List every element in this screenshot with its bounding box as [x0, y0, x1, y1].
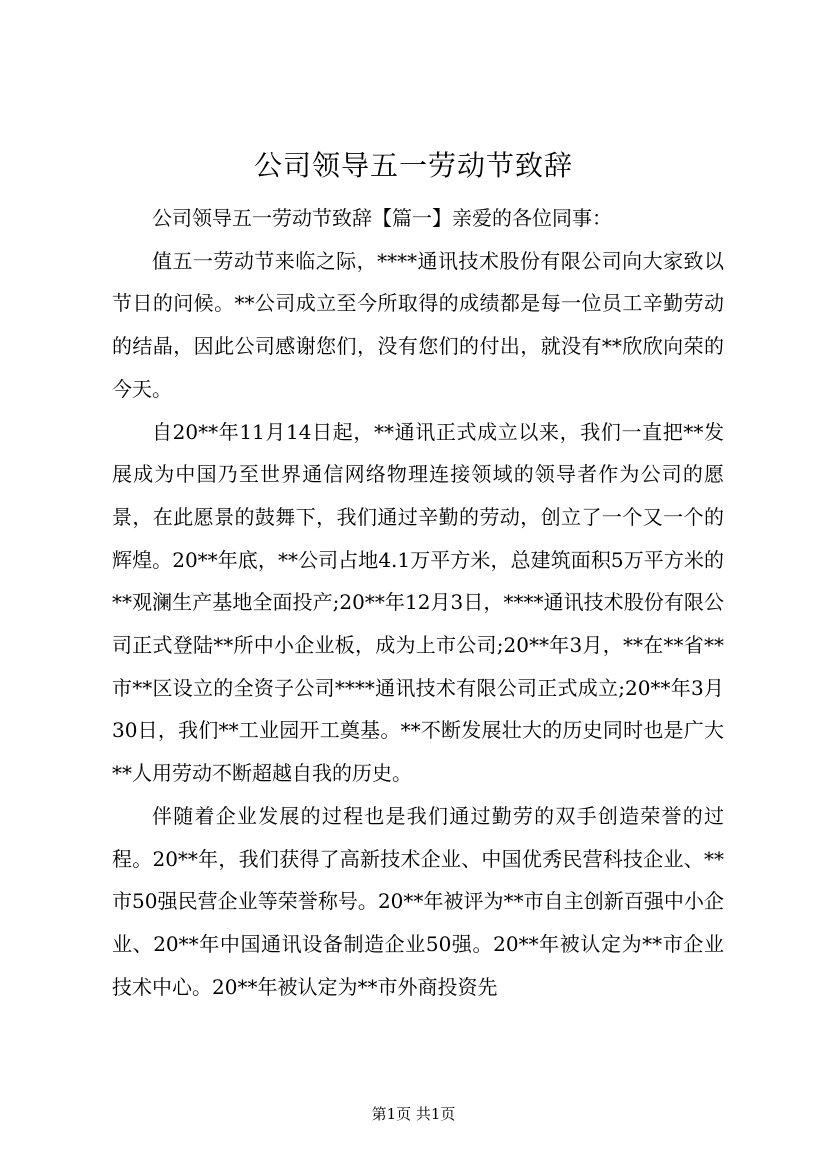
paragraph: 公司领导五一劳动节致辞【篇一】亲爱的各位同事：: [152, 206, 612, 230]
paragraph: 值五一劳动节来临之际，****通讯技术股份有限公司向大家致以节日的问候。**公司成立至今所取得的成绩都是每一位员工辛勤劳动的结晶，因此公司感谢您们，没有您们的付出，就没有**欣欣向荣的今天。: [112, 248, 724, 401]
document-body: [112, 197, 724, 1008]
document-title: 公司领导五一劳动节致辞: [253, 149, 573, 182]
paragraph: 自20**年11月14日起，**通讯正式成立以来，我们一直把**发展成为中国乃至世界通信网络物理连接领域的领导者作为公司的愿景，在此愿景的鼓舞下，我们通过辛勤的劳动，创立了一个又一个的辉煌。20**年底，**公司占地4.1万平方米，总建筑面积5万平方米的**观澜生产基地全面投产;20**年12月3日，****通讯技术股份有限公司正式登陆**所中小企业板，成为上市公司;20**年3月，**在**省**市**区设立的全资子公司****通讯技术有限公司正式成立;20**年3月30日，我们**工业园开工奠基。**不断发展壮大的历史同时也是广大**人用劳动不断超越自我的历史。: [112, 419, 724, 786]
paragraph: 伴随着企业发展的过程也是我们通过勤劳的双手创造荣誉的过程。20**年，我们获得了高新技术企业、中国优秀民营科技企业、**市50强民营企业等荣誉称号。20**年被评为**市自主创新百强中小企业、20**年中国通讯设备制造企业50强。20**年被认定为**市企业技术中心。20**年被认定为**市外商投资先: [112, 803, 724, 999]
page-number-footer: 第1页 共1页: [371, 1105, 456, 1123]
